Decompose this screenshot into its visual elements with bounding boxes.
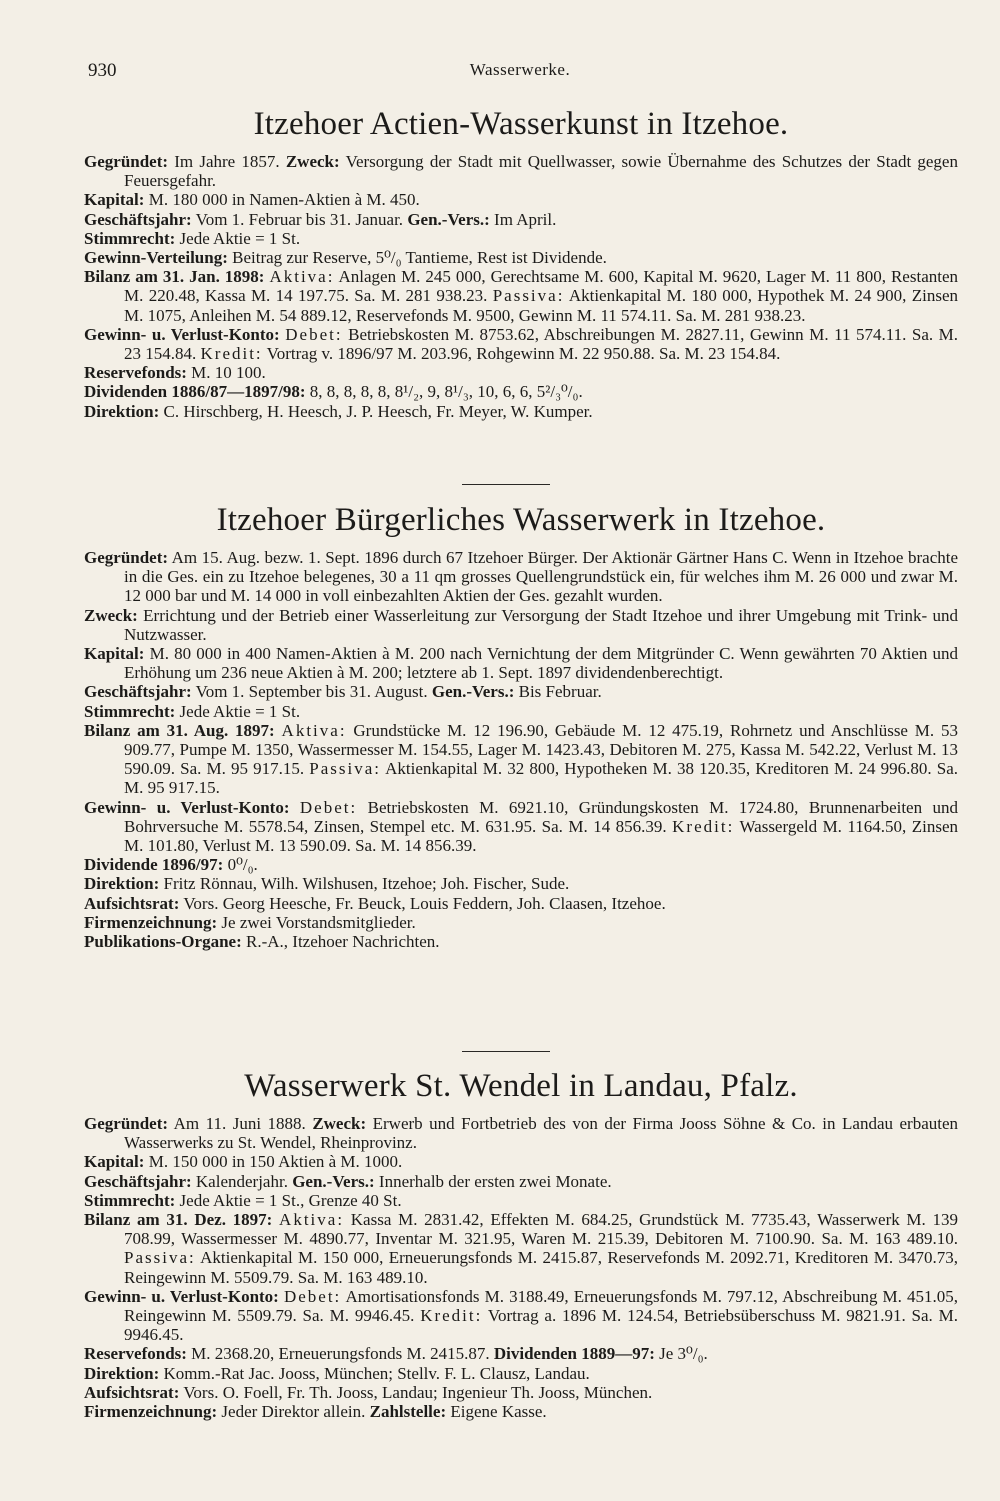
value-passiva: Aktienkapital M. 32 800, Hypotheken M. 38 120.35, Kreditoren M. 24 996.80. Sa. M. 95 917.15. xyxy=(124,759,958,798)
label-firmenzeichnung: Firmenzeichnung: xyxy=(84,1402,218,1422)
entry-gewinn-verlust-konto xyxy=(84,1287,958,1345)
label-passiva: Passiva: xyxy=(492,286,565,306)
label-publikations-organe: Publikations-Organe: xyxy=(84,932,242,952)
company-title: Wasserwerk St. Wendel in Landau, Pfalz. xyxy=(244,1068,798,1104)
label-aktiva: Aktiva: xyxy=(281,720,347,740)
page-number: 930 xyxy=(88,60,117,81)
label-debet: Debet: xyxy=(299,797,358,817)
label-aufsichtsrat: Aufsichtsrat: xyxy=(84,1382,180,1402)
label-kapital: Kapital: xyxy=(84,644,145,664)
entry-gegruendet-zweck xyxy=(84,152,958,190)
entry-bilanz xyxy=(84,1210,958,1287)
entry-direktion xyxy=(84,874,958,893)
value-passiva: Aktienkapital M. 180 000, Hypothek M. 24 900, Zinsen M. 1075, Anleihen M. 54 889.12, Reservefonds M. 9500, Gewinn M. 11 574.11. Sa. M. 281 938.23. xyxy=(124,286,959,325)
company-title: Itzehoer Actien-Wasserkunst in Itzehoe. xyxy=(253,106,789,142)
label-kredit: Kredit: xyxy=(672,816,735,836)
entry-gegruendet-zweck xyxy=(84,1114,958,1152)
value-gegruendet: Am 15. Aug. bezw. 1. Sept. 1896 durch 67 Itzehoer Bürger. Der Aktionär Gärtner Hans C. Wenn in Itzehoe brachte in die Ges. ein zu Itzehoe belegenes, 30 a 11 qm grosses Quellengrundstück ein, für welches ihm M. 26 000 und zwar M. 12 000 bar und M. 14 000 in voll einbezahlten Aktien der Ges. gezahlt wurden. xyxy=(124,548,959,606)
value-aufsichtsrat: Vors. Georg Heesche, Fr. Beuck, Louis Feddern, Joh. Claasen, Itzehoe. xyxy=(183,893,666,913)
value-geschaeftsjahr: Vom 1. Februar bis 31. Januar. xyxy=(195,209,404,229)
value-publikations-organe: R.-A., Itzehoer Nachrichten. xyxy=(246,932,440,952)
value-stimmrecht: Jede Aktie = 1 St. xyxy=(179,228,301,248)
label-firmenzeichnung: Firmenzeichnung: xyxy=(84,912,218,932)
value-aktiva: Anlagen M. 245 000, Gerechtsame M. 600, Kapital M. 9620, Lager M. 11 800, Restanten M. 220.48, Kassa M. 14 197.75. Sa. M. 281 938.23. xyxy=(124,267,959,306)
value-direktion: Fritz Rönnau, Wilh. Wilshusen, Itzehoe; Joh. Fischer, Sude. xyxy=(163,874,570,894)
entry-gewinn-verteilung xyxy=(84,248,958,267)
label-zweck: Zweck: xyxy=(312,1114,367,1133)
section-divider xyxy=(462,484,550,485)
value-geschaeftsjahr: Kalenderjahr. xyxy=(195,1171,288,1191)
value-zweck: Erwerb und Fortbetrieb des von der Firma Jooss Söhne & Co. in Landau erbauten Wasserwerks zu St. Wendel, Rheinprovinz. xyxy=(124,1114,959,1153)
entry-zweck xyxy=(84,606,958,644)
label-reservefonds: Reservefonds: xyxy=(84,363,187,383)
entry-reservefonds xyxy=(84,363,958,382)
label-gegruendet: Gegründet: xyxy=(84,1114,169,1133)
company-entries xyxy=(84,1114,958,1421)
label-dividenden: Dividenden 1886/87—1897/98: xyxy=(84,382,306,402)
value-aktiva: Kassa M. 2831.42, Effekten M. 684.25, Grundstück M. 7735.43, Wasserwerk M. 139 708.99, Wassermesser M. 4890.77, Inventar M. 321.95, Waren M. 215.39, Debitoren M. 7100.90. Sa. M. 163 489.10. xyxy=(124,1210,959,1249)
entry-direktion xyxy=(84,1364,958,1383)
label-dividende: Dividende 1896/97: xyxy=(84,855,224,875)
label-gen-vers: Gen.-Vers.: xyxy=(407,209,490,229)
value-zweck: Errichtung und der Betrieb einer Wasserleitung zur Versorgung der Stadt Itzehoe und ihrer Umgebung mit Trink- und Nutzwasser. xyxy=(124,605,959,644)
entry-geschaeftsjahr xyxy=(84,1172,958,1191)
entry-geschaeftsjahr xyxy=(84,210,958,229)
value-debet: Amortisationsfonds M. 3188.49, Erneuerungsfonds M. 797.12, Abschreibung M. 451.05, Reingewinn M. 5509.79. Sa. M. 9946.45. xyxy=(124,1286,959,1326)
label-stimmrecht: Stimmrecht: xyxy=(84,1190,176,1210)
label-reservefonds: Reservefonds: xyxy=(84,1344,187,1364)
value-aktiva: Grundstücke M. 12 196.90, Gebäude M. 12 475.19, Rohrnetz und Anschlüsse M. 53 909.77, Pumpe M. 1350, Wassermesser M. 154.55, Lager M. 1423.43, Debitoren M. 275, Kassa M. 542.22, Verlust M. 13 590.09. Sa. M. 95 917.15. xyxy=(124,720,958,779)
value-dividenden: Je 3⁰/₀. xyxy=(659,1344,708,1364)
label-zweck: Zweck: xyxy=(285,152,340,171)
label-geschaeftsjahr: Geschäftsjahr: xyxy=(84,209,192,229)
label-aktiva: Aktiva: xyxy=(279,1210,345,1230)
label-kapital: Kapital: xyxy=(84,190,145,210)
value-stimmrecht: Jede Aktie = 1 St., Grenze 40 St. xyxy=(179,1190,402,1210)
company-section-actien-wasserkunst xyxy=(84,104,958,421)
label-passiva: Passiva: xyxy=(309,759,381,779)
label-zweck: Zweck: xyxy=(84,605,138,625)
entry-publikations-organe xyxy=(84,932,958,951)
running-head xyxy=(88,60,952,86)
label-direktion: Direktion: xyxy=(84,874,160,894)
entry-dividenden xyxy=(84,382,958,401)
label-debet: Debet: xyxy=(285,324,343,344)
entry-reservefonds-dividenden xyxy=(84,1344,958,1363)
value-kapital: M. 180 000 in Namen-Aktien à M. 450. xyxy=(148,190,420,210)
value-gen-vers: Im April. xyxy=(494,209,557,229)
entry-kapital xyxy=(84,190,958,209)
value-firmenzeichnung: Je zwei Vorstandsmitglieder. xyxy=(221,912,416,932)
label-kredit: Kredit: xyxy=(200,344,263,364)
label-gewinn-verlust-konto: Gewinn- u. Verlust-Konto: xyxy=(84,1286,279,1306)
label-bilanz: Bilanz am 31. Aug. 1897: xyxy=(84,720,275,740)
entry-stimmrecht xyxy=(84,1191,958,1210)
value-kredit: Vortrag v. 1896/97 M. 203.96, Rohgewinn M. 22 950.88. Sa. M. 23 154.84. xyxy=(266,344,781,364)
value-reservefonds: M. 10 100. xyxy=(191,363,266,383)
label-debet: Debet: xyxy=(283,1286,342,1306)
label-bilanz: Bilanz am 31. Dez. 1897: xyxy=(84,1210,273,1230)
label-gegruendet: Gegründet: xyxy=(84,548,169,567)
entry-stimmrecht xyxy=(84,702,958,721)
running-title: Wasserwerke. xyxy=(469,60,571,79)
entry-kapital xyxy=(84,1152,958,1171)
value-kapital: M. 80 000 in 400 Namen-Aktien à M. 200 nach Vernichtung der dem Mitgründer C. Wenn gewährten 70 Aktien und Erhöhung um 236 neue Aktien à M. 200; letztere ab 1. Sept. 1897 dividendenberechtigt. xyxy=(124,644,958,683)
label-gegruendet: Gegründet: xyxy=(84,152,169,171)
value-aufsichtsrat: Vors. O. Foell, Fr. Th. Jooss, Landau; Ingenieur Th. Jooss, München. xyxy=(183,1382,653,1402)
value-zahlstelle: Eigene Kasse. xyxy=(450,1402,547,1422)
label-stimmrecht: Stimmrecht: xyxy=(84,701,176,721)
value-dividenden: 8, 8, 8, 8, 8, 8¹/₂, 9, 8¹/₃, 10, 6, 6, 5²/₃⁰/₀. xyxy=(309,382,583,402)
entry-bilanz xyxy=(84,721,958,798)
value-passiva: Aktienkapital M. 150 000, Erneuerungsfonds M. 2415.87, Reservefonds M. 2092.71, Kreditoren M. 3470.73, Reingewinn M. 5509.79. Sa. M. 163 489.10. xyxy=(124,1248,958,1287)
label-bilanz: Bilanz am 31. Jan. 1898: xyxy=(84,267,265,287)
entry-geschaeftsjahr xyxy=(84,682,958,701)
label-geschaeftsjahr: Geschäftsjahr: xyxy=(84,682,192,702)
entry-direktion xyxy=(84,402,958,421)
entry-gegruendet xyxy=(84,548,958,606)
label-gewinn-verlust-konto: Gewinn- u. Verlust-Konto: xyxy=(84,797,290,817)
value-kapital: M. 150 000 in 150 Aktien à M. 1000. xyxy=(148,1152,403,1172)
label-zahlstelle: Zahlstelle: xyxy=(369,1402,447,1422)
entry-stimmrecht xyxy=(84,229,958,248)
value-gegruendet: Im Jahre 1857. xyxy=(174,152,280,171)
value-gewinn-verteilung: Beitrag zur Reserve, 5⁰/₀ Tantieme, Rest ist Dividende. xyxy=(232,248,607,268)
entry-aufsichtsrat xyxy=(84,1383,958,1402)
label-gen-vers: Gen.-Vers.: xyxy=(431,682,515,702)
label-geschaeftsjahr: Geschäftsjahr: xyxy=(84,1171,192,1191)
company-section-buergerliches-wasserwerk xyxy=(84,500,958,951)
value-kredit: Vortrag a. 1896 M. 124.54, Betriebsüberschuss M. 9821.91. Sa. M. 9946.45. xyxy=(124,1306,959,1345)
company-entries xyxy=(84,152,958,421)
company-entries xyxy=(84,548,958,951)
entry-gewinn-verlust-konto xyxy=(84,325,958,363)
value-kredit: Wassergeld M. 1164.50, Zinsen M. 101.80, Verlust M. 13 590.09. Sa. M. 14 856.39. xyxy=(124,816,958,856)
company-section-wasserwerk-st-wendel xyxy=(84,1066,958,1421)
value-direktion: C. Hirschberg, H. Heesch, J. P. Heesch, Fr. Meyer, W. Kumper. xyxy=(163,401,593,421)
label-kredit: Kredit: xyxy=(420,1306,483,1326)
label-gewinn-verteilung: Gewinn-Verteilung: xyxy=(84,248,228,268)
value-firmenzeichnung: Jeder Direktor allein. xyxy=(221,1402,366,1422)
value-gen-vers: Innerhalb der ersten zwei Monate. xyxy=(378,1171,612,1191)
company-title: Itzehoer Bürgerliches Wasserwerk in Itzehoe. xyxy=(216,502,826,538)
value-gegruendet: Am 11. Juni 1888. xyxy=(173,1114,306,1133)
value-direktion: Komm.-Rat Jac. Jooss, München; Stellv. F. L. Clausz, Landau. xyxy=(163,1363,590,1383)
value-debet: Betriebskosten M. 8753.62, Abschreibungen M. 2827.11, Gewinn M. 11 574.11. Sa. M. 23 154.84. xyxy=(124,324,959,364)
label-stimmrecht: Stimmrecht: xyxy=(84,228,176,248)
entry-aufsichtsrat xyxy=(84,894,958,913)
label-direktion: Direktion: xyxy=(84,1363,160,1383)
section-divider xyxy=(462,1051,550,1052)
value-dividende: 0⁰/₀. xyxy=(227,855,258,875)
label-dividenden: Dividenden 1889—97: xyxy=(493,1344,655,1364)
entry-firmenzeichnung xyxy=(84,913,958,932)
value-debet: Betriebskosten M. 6921.10, Gründungskosten M. 1724.80, Brunnenarbeiten und Bohrversuche M. 5578.54, Zinsen, Stempel etc. M. 631.95. Sa. M. 14 856.39. xyxy=(124,797,959,836)
value-zweck: Versorgung der Stadt mit Quellwasser, sowie Übernahme des Schutzes der Stadt gegen Feuersgefahr. xyxy=(124,152,958,191)
label-direktion: Direktion: xyxy=(84,401,160,421)
label-gen-vers: Gen.-Vers.: xyxy=(292,1171,375,1191)
entry-dividende xyxy=(84,855,958,874)
label-aktiva: Aktiva: xyxy=(269,267,335,287)
value-reservefonds: M. 2368.20, Erneuerungsfonds M. 2415.87. xyxy=(191,1344,490,1364)
label-kapital: Kapital: xyxy=(84,1152,145,1172)
label-aufsichtsrat: Aufsichtsrat: xyxy=(84,893,180,913)
label-gewinn-verlust-konto: Gewinn- u. Verlust-Konto: xyxy=(84,324,280,344)
entry-gewinn-verlust-konto xyxy=(84,798,958,856)
label-passiva: Passiva: xyxy=(124,1248,196,1268)
value-stimmrecht: Jede Aktie = 1 St. xyxy=(179,701,301,721)
value-geschaeftsjahr: Vom 1. September bis 31. August. xyxy=(195,682,428,702)
value-gen-vers: Bis Februar. xyxy=(518,682,602,702)
entry-kapital xyxy=(84,644,958,682)
entry-bilanz xyxy=(84,267,958,325)
entry-firmenzeichnung-zahlstelle xyxy=(84,1402,958,1421)
